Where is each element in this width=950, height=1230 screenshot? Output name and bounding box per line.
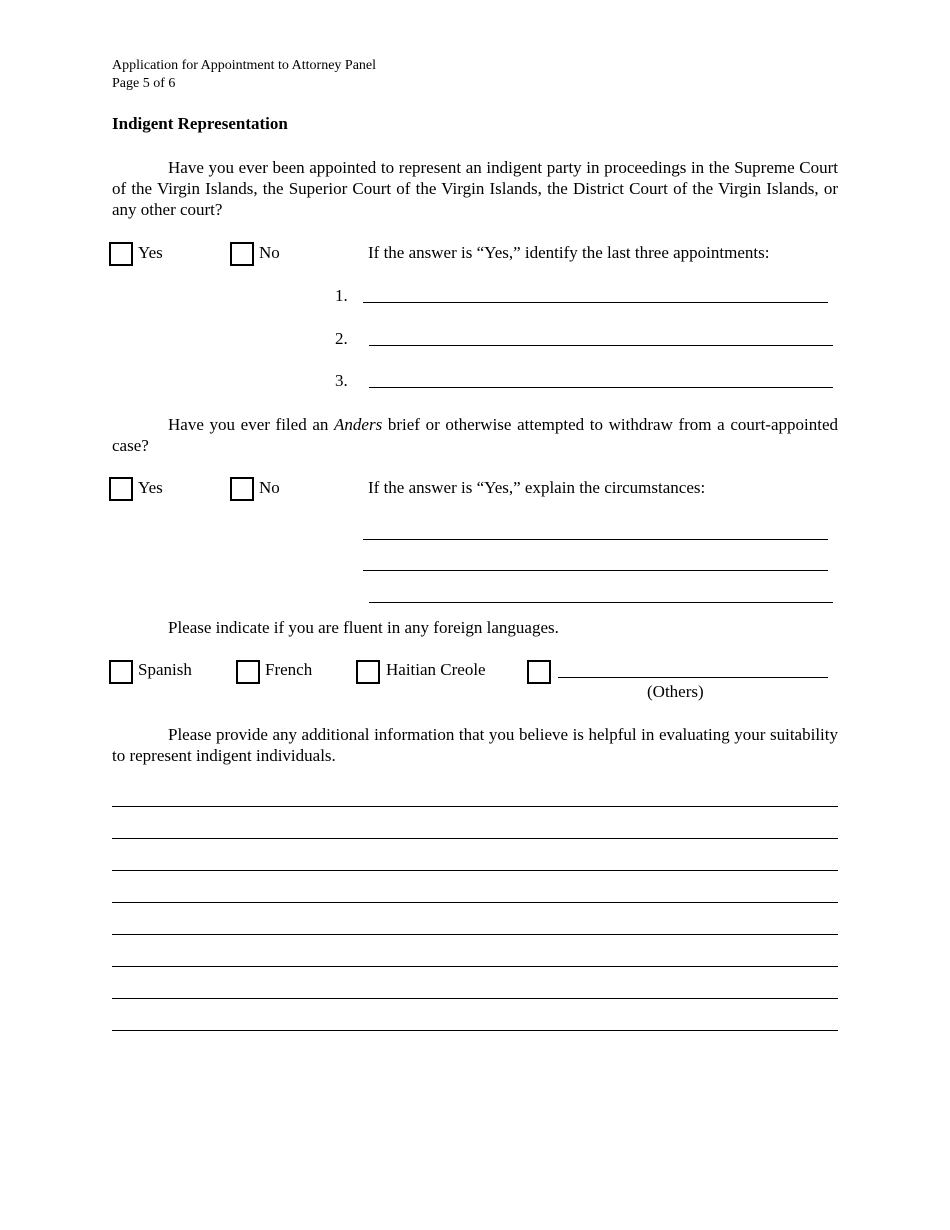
appointment-1-field[interactable]	[363, 302, 828, 303]
document-header-title: Application for Appointment to Attorney Panel	[112, 58, 377, 73]
others-caption: (Others)	[647, 682, 704, 701]
additional-info-line-5[interactable]	[112, 934, 838, 935]
spanish-label: Spanish	[138, 660, 192, 679]
q2-text-before: Have you ever filed an	[168, 415, 335, 434]
appointment-3-field[interactable]	[369, 387, 833, 388]
circumstances-line-2[interactable]	[363, 570, 828, 571]
french-label: French	[265, 660, 313, 679]
q1-no-checkbox[interactable]	[230, 242, 254, 266]
q2-followup-instruction: If the answer is “Yes,” explain the circumstances:	[368, 478, 706, 497]
additional-info-line-8[interactable]	[112, 1030, 838, 1031]
appointment-number-2: 2.	[335, 329, 348, 348]
q1-followup-instruction: If the answer is “Yes,” identify the last three appointments:	[368, 243, 770, 262]
question-foreign-languages: Please indicate if you are fluent in any foreign languages.	[168, 618, 559, 637]
q2-yes-checkbox[interactable]	[109, 477, 133, 501]
question-additional-information: Please provide any additional information that you believe is helpful in evaluating your suitability to represent indigent individuals.	[112, 725, 838, 765]
additional-info-line-3[interactable]	[112, 870, 838, 871]
others-checkbox[interactable]	[527, 660, 551, 684]
additional-info-line-6[interactable]	[112, 966, 838, 967]
additional-info-line-1[interactable]	[112, 806, 838, 807]
q2-text-after: brief or otherwise attempted to withdraw from a court-appointed case?	[112, 415, 838, 455]
circumstances-line-1[interactable]	[363, 539, 828, 540]
haitian-creole-checkbox[interactable]	[356, 660, 380, 684]
additional-info-line-2[interactable]	[112, 838, 838, 839]
q1-yes-checkbox[interactable]	[109, 242, 133, 266]
q2-no-label: No	[259, 478, 280, 497]
others-language-field[interactable]	[558, 677, 828, 678]
q2-text-italic: Anders	[334, 415, 383, 434]
section-title: Indigent Representation	[112, 114, 288, 133]
spanish-checkbox[interactable]	[109, 660, 133, 684]
additional-info-line-4[interactable]	[112, 902, 838, 903]
circumstances-line-3[interactable]	[369, 602, 833, 603]
question-appointed-indigent: Have you ever been appointed to represent an indigent party in proceedings in the Supreme Court of the Virgin Islands, the Superior Court of the Virgin Islands, the District Court of the Virgin Islands, or any other court?	[112, 158, 838, 219]
appointment-2-field[interactable]	[369, 345, 833, 346]
q1-no-label: No	[259, 243, 280, 262]
q1-yes-label: Yes	[138, 243, 163, 262]
q2-no-checkbox[interactable]	[230, 477, 254, 501]
french-checkbox[interactable]	[236, 660, 260, 684]
q2-yes-label: Yes	[138, 478, 163, 497]
question-anders-brief	[112, 414, 838, 456]
page-number: Page 5 of 6	[112, 76, 176, 91]
additional-info-line-7[interactable]	[112, 998, 838, 999]
haitian-creole-label: Haitian Creole	[386, 660, 486, 679]
appointment-number-3: 3.	[335, 371, 348, 390]
appointment-number-1: 1.	[335, 286, 348, 305]
